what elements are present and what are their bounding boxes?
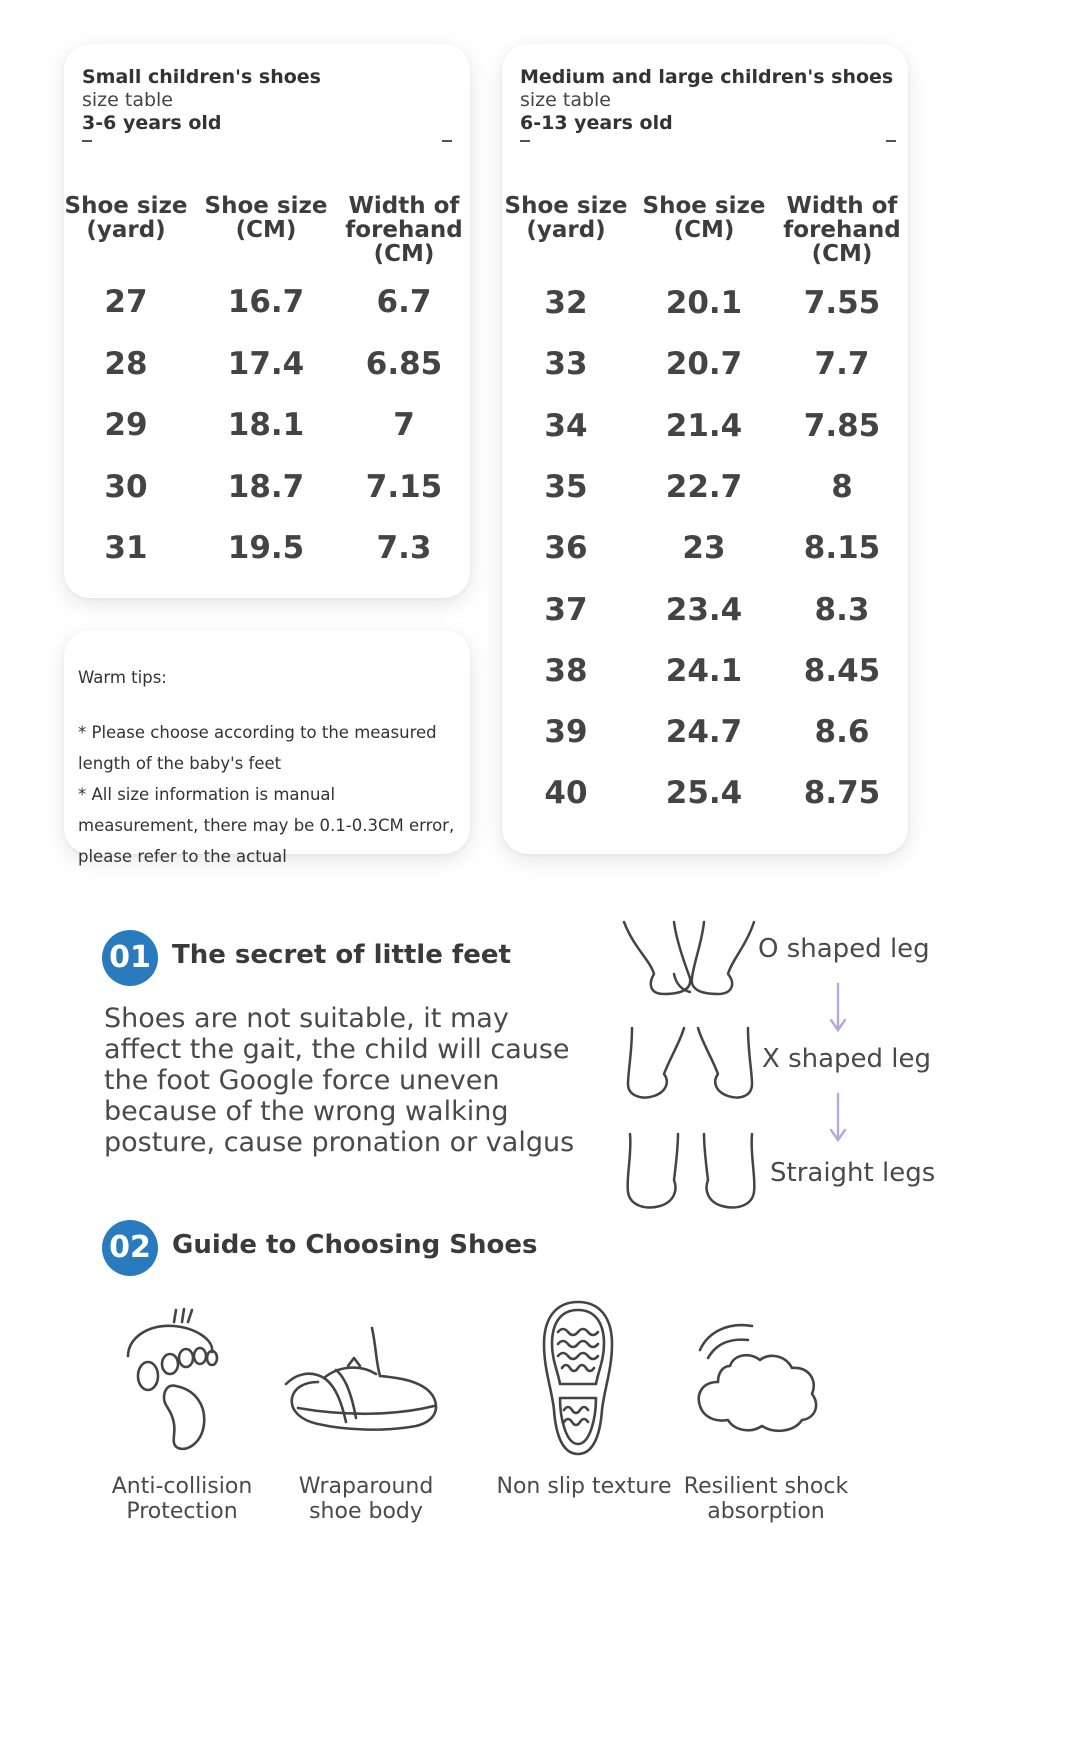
section-02-badge: 02 <box>102 1220 158 1276</box>
table-cell: 24.1 <box>665 652 743 689</box>
section-01-badge: 01 <box>102 930 158 986</box>
small-table-subtitle: size table <box>82 89 174 111</box>
column-header: Width of forehand (CM) <box>783 193 901 267</box>
table-cell: 7.85 <box>803 407 881 444</box>
column-header: Shoe size (yard) <box>504 193 628 243</box>
section-01-title: The secret of little feet <box>172 940 511 970</box>
cloud-icon <box>694 1318 820 1438</box>
large-table-header <box>520 66 893 135</box>
dash-left <box>82 140 92 142</box>
arrow-down-icon <box>828 1092 848 1144</box>
table-cell: 19.5 <box>227 530 305 566</box>
table-cell: 25.4 <box>665 775 743 812</box>
column-header: Shoe size (CM) <box>204 193 328 243</box>
table-cell: 8.6 <box>814 714 870 751</box>
warm-tips-card <box>64 630 470 866</box>
column-header: Shoe size (CM) <box>642 193 766 243</box>
table-cell: 8 <box>831 468 853 505</box>
feature-label-shock-absorption: Resilient shock absorption <box>683 1474 849 1524</box>
table-cell: 27 <box>104 284 148 320</box>
shoe-sole-icon <box>540 1298 616 1458</box>
small-table-title: Small children's shoes <box>82 66 321 88</box>
table-cell: 7.3 <box>376 530 432 566</box>
foot-toes-icon <box>118 1306 222 1456</box>
table-cell: 7.7 <box>814 346 870 383</box>
table-cell: 23.4 <box>665 591 743 628</box>
small-table-header <box>82 66 321 135</box>
table-cell: 40 <box>544 775 588 812</box>
table-cell: 29 <box>104 407 148 443</box>
o-leg-label: O shaped leg <box>758 934 930 964</box>
x-leg-icon <box>624 1022 756 1104</box>
straight-leg-icon <box>624 1130 758 1212</box>
table-cell: 38 <box>544 652 588 689</box>
table-cell: 8.75 <box>803 775 881 812</box>
table-cell: 23 <box>682 530 726 567</box>
table-cell: 21.4 <box>665 407 743 444</box>
table-cell: 31 <box>104 530 148 566</box>
table-cell: 28 <box>104 345 148 382</box>
table-cell: 6.7 <box>376 284 432 320</box>
table-cell: 37 <box>544 591 588 628</box>
column-header: Shoe size (yard) <box>64 193 188 243</box>
section-01-body: Shoes are not suitable, it may affect the gait, the child will cause the foot Google force uneven because of the wrong walking posture, cause pronation or valgus <box>104 1003 575 1158</box>
arrow-down-icon <box>828 982 848 1034</box>
feature-label-anti-collision: Anti-collision Protection <box>111 1474 253 1524</box>
table-cell: 30 <box>104 468 148 505</box>
feature-label-wraparound: Wraparound shoe body <box>298 1474 434 1524</box>
large-table-age: 6-13 years old <box>520 112 673 134</box>
o-leg-icon <box>620 918 760 1000</box>
table-cell: 35 <box>544 468 588 505</box>
table-cell: 8.45 <box>803 652 881 689</box>
table-cell: 16.7 <box>227 284 305 320</box>
table-cell: 8.3 <box>814 591 870 628</box>
column-header: Width of forehand (CM) <box>345 193 463 267</box>
table-cell: 32 <box>544 285 588 321</box>
table-cell: 34 <box>544 407 588 444</box>
table-cell: 20.7 <box>665 346 743 383</box>
dash-right <box>886 140 896 142</box>
dash-right <box>442 140 452 142</box>
small-table-age: 3-6 years old <box>82 112 222 134</box>
table-cell: 36 <box>544 530 588 567</box>
table-cell: 33 <box>544 346 588 383</box>
table-cell: 6.85 <box>365 345 443 382</box>
table-cell: 7.55 <box>803 285 881 321</box>
table-cell: 7 <box>393 407 415 443</box>
table-cell: 18.1 <box>227 407 305 443</box>
table-cell: 17.4 <box>227 345 305 382</box>
table-cell: 39 <box>544 714 588 751</box>
sandal-icon <box>284 1326 440 1436</box>
table-cell: 20.1 <box>665 285 743 321</box>
large-table-subtitle: size table <box>520 89 612 111</box>
dash-left <box>520 140 530 142</box>
table-cell: 8.15 <box>803 530 881 567</box>
table-cell: 22.7 <box>665 468 743 505</box>
section-02-title: Guide to Choosing Shoes <box>172 1230 538 1260</box>
table-cell: 24.7 <box>665 714 743 751</box>
straight-leg-label: Straight legs <box>770 1158 936 1188</box>
large-table-title: Medium and large children's shoes <box>520 66 894 88</box>
small-size-table-card <box>64 44 470 598</box>
table-cell: 7.15 <box>365 468 443 505</box>
tip-line-2: * All size information is manual measurement, there may be 0.1-0.3CM error, please refer to the actual <box>78 785 455 866</box>
tip-line-1: * Please choose according to the measured length of the baby's feet <box>78 723 437 773</box>
table-cell: 18.7 <box>227 468 305 505</box>
feature-label-non-slip: Non slip texture <box>496 1474 672 1499</box>
x-leg-label: X shaped leg <box>762 1044 932 1074</box>
tips-title: Warm tips: <box>78 668 167 687</box>
large-size-table-card <box>502 44 908 854</box>
